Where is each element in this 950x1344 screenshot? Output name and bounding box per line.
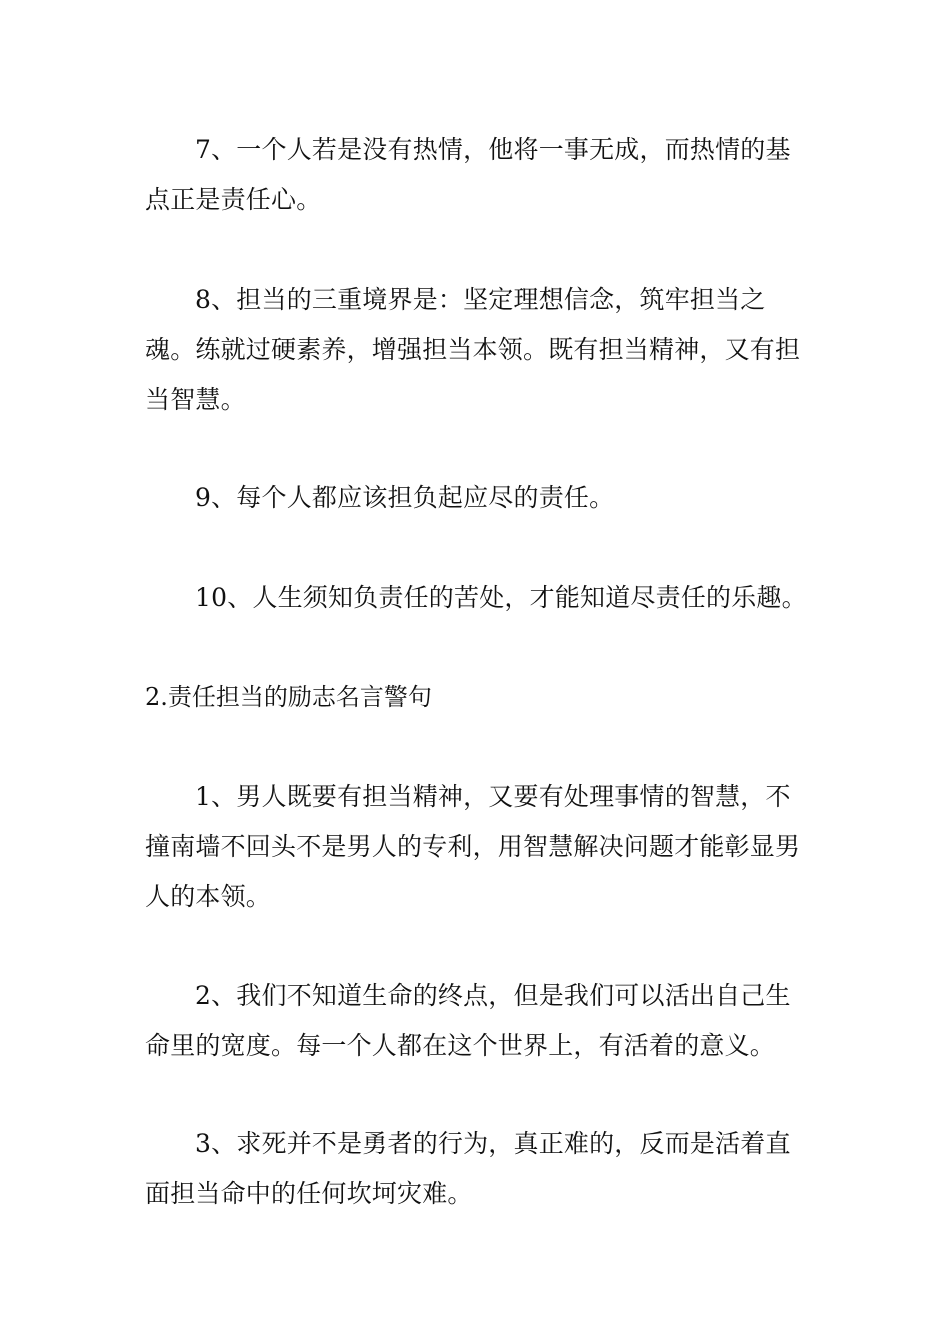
quote-paragraph-9: 9、每个人都应该担负起应尽的责任。 — [195, 483, 615, 512]
quote-paragraph-8: 8、担当的三重境界是：坚定理想信念，筑牢担当之魂。练就过硬素养，增强担当本领。既有担当精神，又有担当智慧。 — [145, 285, 801, 414]
section-heading: 2.责任担当的励志名言警句 — [145, 683, 432, 711]
quote-paragraph-10: 10、人生须知负责任的苦处，才能知道尽责任的乐趣。 — [195, 583, 807, 612]
section-quote-paragraph-1: 1、男人既要有担当精神，又要有处理事情的智慧，不撞南墙不回头不是男人的专利，用智慧解决问题才能彰显男人的本领。 — [145, 782, 801, 911]
section-quote-paragraph-3: 3、求死并不是勇者的行为，真正难的，反而是活着直面担当命中的任何坎坷灾难。 — [145, 1129, 791, 1208]
section-quote-paragraph-2: 2、我们不知道生命的终点，但是我们可以活出自己生命里的宽度。每一个人都在这个世界上，有活着的意义。 — [145, 981, 791, 1060]
quote-paragraph-7: 7、一个人若是没有热情，他将一事无成，而热情的基点正是责任心。 — [145, 135, 791, 214]
